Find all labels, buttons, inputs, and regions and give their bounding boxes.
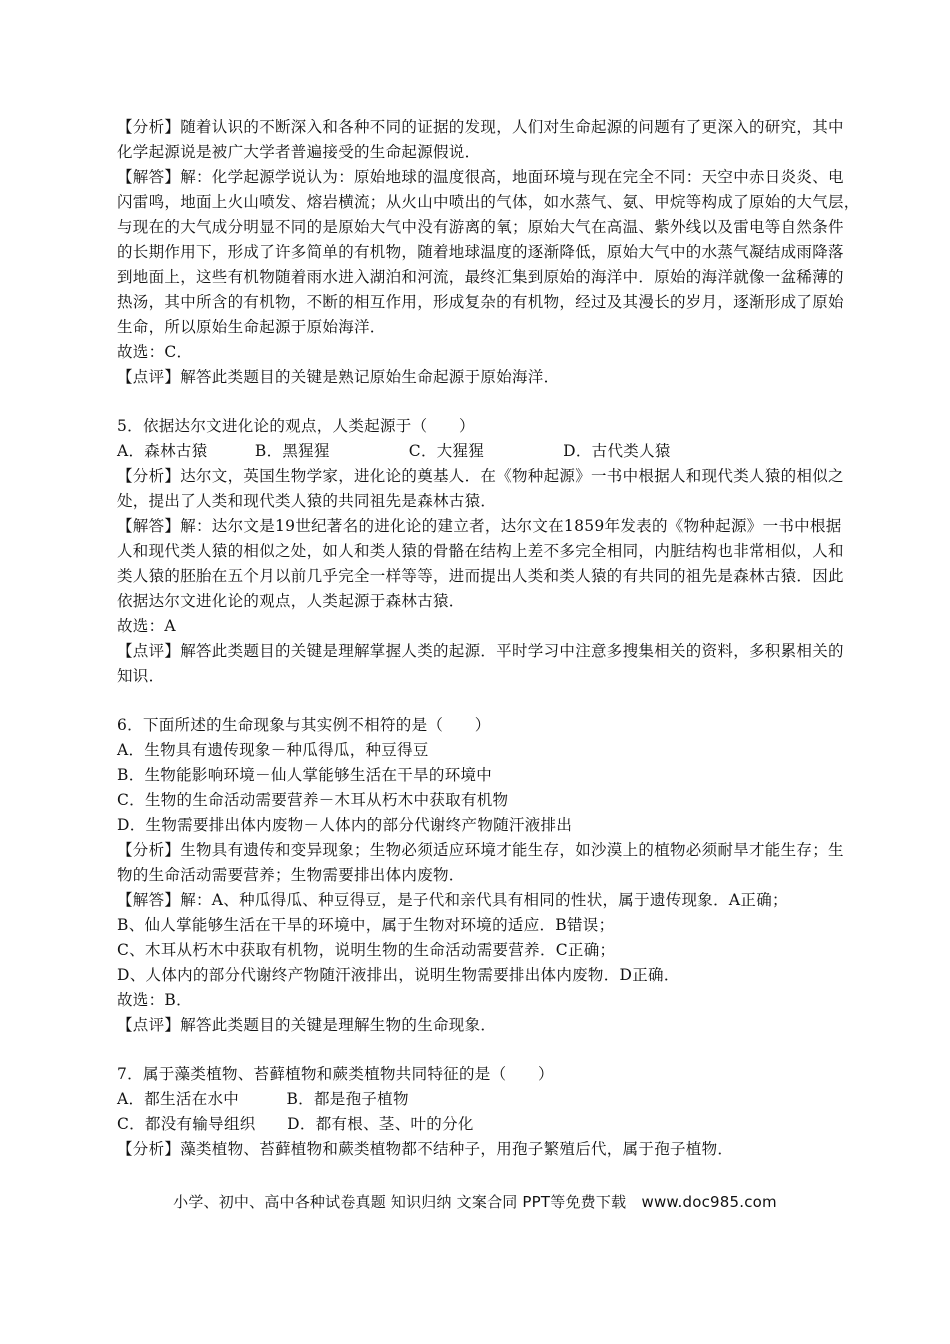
question-7-options-cd: C．都没有输导组织 D．都有根、茎、叶的分化 (117, 1115, 474, 1133)
text-line: 【分析】达尔文，英国生物学家，进化论的奠基人．在《物种起源》一书中根据人和现代类人猿的相似之 (117, 467, 844, 485)
text-line: 故选：A (117, 617, 176, 635)
text-line: 类人猿的胚胎在五个月以前几乎完全一样等等，进而提出人类和类人猿的有共同的祖先是森林古猿．因此 (117, 567, 844, 585)
text-line: 故选：C． (117, 343, 193, 361)
text-line: 到地面上，这些有机物随着雨水进入湖泊和河流，最终汇集到原始的海洋中．原始的海洋就像一盆稀薄的 (117, 268, 844, 286)
question-6-option-c: C．生物的生命活动需要营养－木耳从朽木中获取有机物 (117, 791, 509, 809)
question-7-stem: 7．属于藻类植物、苔藓植物和蕨类植物共同特征的是（ ） (117, 1065, 554, 1083)
text-line: 人和现代类人猿的相似之处，如人和类人猿的骨骼在结构上差不多完全相同，内脏结构也非常相似，人和 (117, 542, 844, 560)
text-line: 【点评】解答此类题目的关键是理解生物的生命现象． (117, 1016, 497, 1034)
text-line: 【分析】随着认识的不断深入和各种不同的证据的发现，人们对生命起源的问题有了更深入的研究，其中 (117, 118, 844, 136)
question-7-options-ab: A．都生活在水中 B．都是孢子植物 (117, 1090, 409, 1108)
text-line: C、木耳从朽木中获取有机物，说明生物的生命活动需要营养．C正确； (117, 941, 616, 959)
text-line: 与现在的大气成分明显不同的是原始大气中没有游离的氧；原始大气在高温、紫外线以及雷电等自然条件 (117, 218, 844, 236)
text-line: 热汤，其中所含的有机物，不断的相互作用，形成复杂的有机物，经过及其漫长的岁月，逐渐形成了原始 (117, 293, 844, 311)
text-line: 闪雷鸣，地面上火山喷发、熔岩横流；从火山中喷出的气体，如水蒸气、氨、甲烷等构成了原始的大气层， (117, 193, 860, 211)
text-line: 【解答】解：A、种瓜得瓜、种豆得豆，是子代和亲代具有相同的性状，属于遗传现象．A正确； (117, 891, 788, 909)
text-line: 化学起源说是被广大学者普遍接受的生命起源假说． (117, 143, 481, 161)
text-line: 故选：B． (117, 991, 192, 1009)
text-line: 【分析】生物具有遗传和变异现象；生物必须适应环境才能生存，如沙漠上的植物必须耐旱才能生存；生 (117, 841, 844, 859)
question-6-stem: 6．下面所述的生命现象与其实例不相符的是（ ） (117, 716, 491, 734)
text-line: 【解答】解：化学起源学说认为：原始地球的温度很高，地面环境与现在完全不同：天空中赤日炎炎、电 (117, 168, 844, 186)
text-line: 的长期作用下，形成了许多简单的有机物，随着地球温度的逐渐降低，原始大气中的水蒸气凝结成雨降落 (117, 243, 844, 261)
question-6-option-a: A．生物具有遗传现象－种瓜得瓜，种豆得豆 (117, 741, 429, 759)
text-line: 【分析】藻类植物、苔藓植物和蕨类植物都不结种子，用孢子繁殖后代，属于孢子植物． (117, 1140, 734, 1158)
text-line: B、仙人掌能够生活在干旱的环境中，属于生物对环境的适应．B错误； (117, 916, 615, 934)
question-6-option-d: D．生物需要排出体内废物－人体内的部分代谢终产物随汗液排出 (117, 816, 573, 834)
question-6-option-b: B．生物能影响环境－仙人掌能够生活在干旱的环境中 (117, 766, 493, 784)
text-line: 依据达尔文进化论的观点，人类起源于森林古猿． (117, 592, 465, 610)
text-line: 知识． (117, 667, 165, 685)
text-line: D、人体内的部分代谢终产物随汗液排出，说明生物需要排出体内废物．D正确． (117, 966, 680, 984)
question-5-stem: 5．依据达尔文进化论的观点，人类起源于（ ） (117, 417, 475, 435)
text-line: 处，提出了人类和现代类人猿的共同祖先是森林古猿． (117, 492, 497, 510)
text-line: 【点评】解答此类题目的关键是熟记原始生命起源于原始海洋． (117, 368, 560, 386)
question-5-options: A．森林古猿 B．黑猩猩 C．大猩猩 D．古代类人猿 (117, 442, 671, 460)
page-footer: 小学、初中、高中各种试卷真题 知识归纳 文案合同 PPT等免费下载 www.doc985.com (173, 1193, 777, 1211)
text-line: 生命，所以原始生命起源于原始海洋． (117, 318, 386, 336)
text-line: 物的生命活动需要营养；生物需要排出体内废物． (117, 866, 465, 884)
text-line: 【解答】解：达尔文是19世纪著名的进化论的建立者，达尔文在1859年发表的《物种起源》一书中根据 (117, 517, 842, 535)
text-line: 【点评】解答此类题目的关键是理解掌握人类的起源．平时学习中注意多搜集相关的资料，多积累相关的 (117, 642, 844, 660)
